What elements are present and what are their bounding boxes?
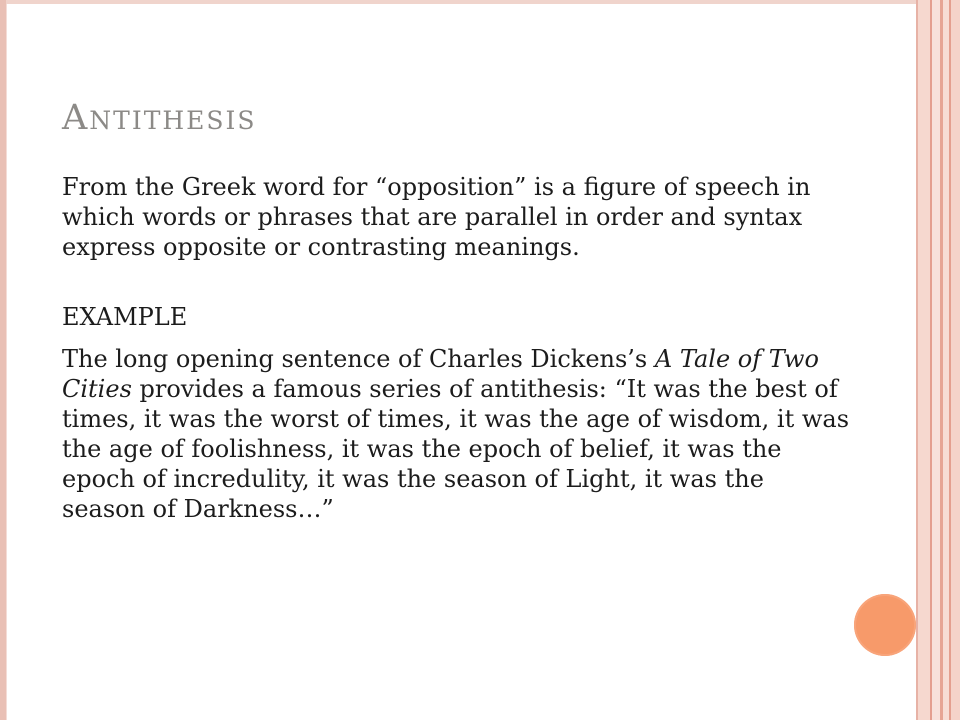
slide-title: Antithesis — [62, 98, 257, 138]
slide-body — [62, 172, 852, 524]
example-text — [62, 344, 852, 524]
example-label: EXAMPLE — [62, 303, 188, 331]
decorative-stripe — [951, 0, 960, 720]
decorative-stripe — [932, 0, 940, 720]
slide-frame-top — [6, 0, 918, 4]
definition-text: From the Greek word for “opposition” is a figure of speech in which words or phrases that are parallel in order and syntax express opposite or contrasting meanings. — [62, 173, 811, 261]
decorative-stripe — [918, 0, 930, 720]
example-intro: The long opening sentence of Charles Dickens’s — [62, 345, 655, 373]
example-quote: provides a famous series of antithesis: “It was the best of times, it was the worst of times, it was the age of wisdom, it was the age of foolishness, it was the epoch of belief, it was the epoch of incredulity, it was the season of Light, it was the season of Darkness…” — [62, 375, 850, 523]
slide-frame-left — [0, 0, 7, 720]
book-title: A Tale of Two Cities — [62, 345, 819, 403]
accent-circle — [854, 594, 916, 656]
